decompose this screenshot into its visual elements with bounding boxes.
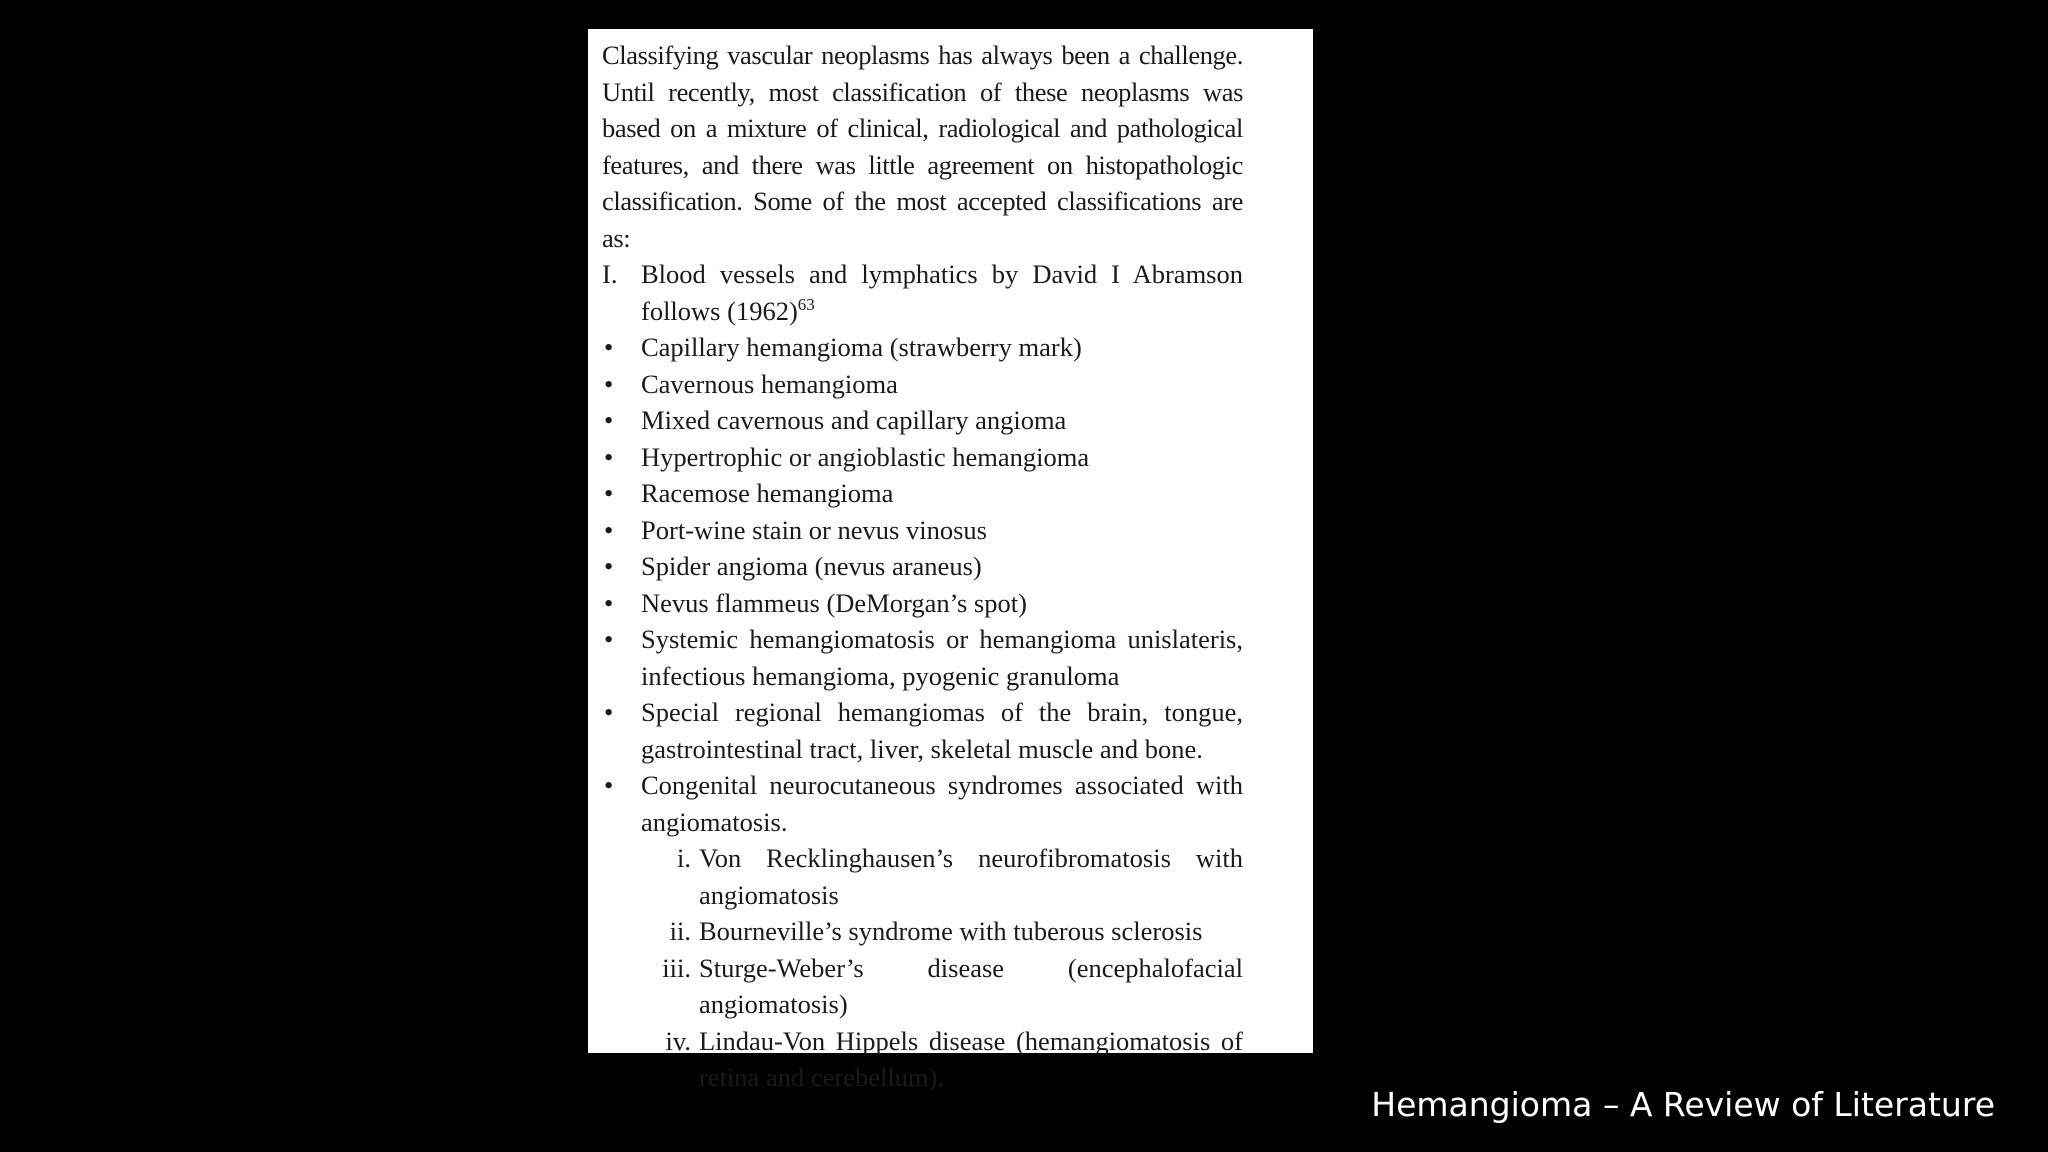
- list-item-text: Capillary hemangioma (strawberry mark): [641, 332, 1082, 362]
- sublist-item: [602, 913, 1243, 950]
- document-page: [588, 29, 1313, 1092]
- classification-list: [602, 256, 1243, 840]
- sublist-item: [602, 950, 1243, 1023]
- intro-paragraph: Classifying vascular neoplasms has always been a challenge. Until recently, most classification of these neoplasms was based on a mixture of clinical, radiological and pathological features, and there was little agreement on histopathologic classification. Some of the most accepted classifications are as:: [602, 40, 1243, 253]
- roman-numeral-marker: iv.: [665, 1025, 691, 1056]
- citation-superscript: 63: [797, 294, 815, 314]
- section-text: Blood vessels and lymphatics by David I Abramson follows (1962): [641, 259, 1243, 326]
- syndrome-sublist: [602, 840, 1243, 1096]
- list-item: [602, 402, 1243, 439]
- list-item-text: Mixed cavernous and capillary angioma: [641, 405, 1067, 435]
- list-item-text: Special regional hemangiomas of the brain, tongue, gastrointestinal tract, liver, skeletal muscle and bone.: [641, 697, 1243, 764]
- bullet-icon: •: [604, 624, 614, 654]
- bullet-icon: •: [604, 478, 614, 508]
- list-item: [602, 694, 1243, 767]
- sublist-item: [602, 1023, 1243, 1096]
- bullet-icon: •: [604, 587, 614, 618]
- list-item: [602, 621, 1243, 694]
- bullet-icon: •: [604, 770, 614, 800]
- section-marker: I.: [602, 259, 618, 289]
- list-item: [602, 767, 1243, 840]
- list-item: [602, 548, 1243, 585]
- list-item-text: Systemic hemangiomatosis or hemangioma unislateris, infectious hemangioma, pyogenic granuloma: [641, 624, 1243, 691]
- list-item-text: Racemose hemangioma: [641, 478, 894, 508]
- section-heading: [602, 256, 1243, 329]
- bullet-icon: •: [604, 441, 614, 472]
- sublist-item: [602, 840, 1243, 913]
- list-item: [602, 329, 1243, 366]
- roman-numeral-marker: ii.: [669, 916, 691, 946]
- bullet-icon: •: [604, 514, 614, 545]
- roman-numeral-marker: iii.: [662, 952, 691, 983]
- list-item-text: Cavernous hemangioma: [641, 368, 898, 399]
- sublist-item-text: Lindau-Von Hippels disease (hemangiomatosis of retina and cerebellum).: [699, 1025, 1243, 1092]
- list-item-text: Port-wine stain or nevus vinosus: [641, 514, 987, 545]
- sublist-item-text: Sturge-Weber’s disease (encephalofacial angiomatosis): [699, 952, 1243, 1019]
- sublist-item-text: Von Recklinghausen’s neurofibromatosis with angiomatosis: [699, 843, 1243, 910]
- roman-numeral-marker: i.: [677, 843, 691, 873]
- list-item-text: Congenital neurocutaneous syndromes associated with angiomatosis.: [641, 770, 1243, 837]
- list-item-text: Spider angioma (nevus araneus): [641, 551, 982, 581]
- list-item: [602, 366, 1243, 403]
- bullet-icon: •: [604, 332, 614, 362]
- bullet-icon: •: [604, 368, 614, 399]
- list-item: [602, 512, 1243, 549]
- list-item-text: Hypertrophic or angioblastic hemangioma: [641, 441, 1090, 472]
- bullet-icon: •: [604, 551, 614, 581]
- list-item: [602, 585, 1243, 622]
- list-item-text: Nevus flammeus (DeMorgan’s spot): [641, 587, 1027, 618]
- list-item: [602, 475, 1243, 512]
- list-item: [602, 439, 1243, 476]
- bullet-icon: •: [604, 405, 614, 435]
- slide-caption: Hemangioma – A Review of Literature: [1371, 1085, 1995, 1124]
- sublist-item-text: Bourneville’s syndrome with tuberous sclerosis: [699, 916, 1203, 946]
- bullet-icon: •: [604, 697, 614, 727]
